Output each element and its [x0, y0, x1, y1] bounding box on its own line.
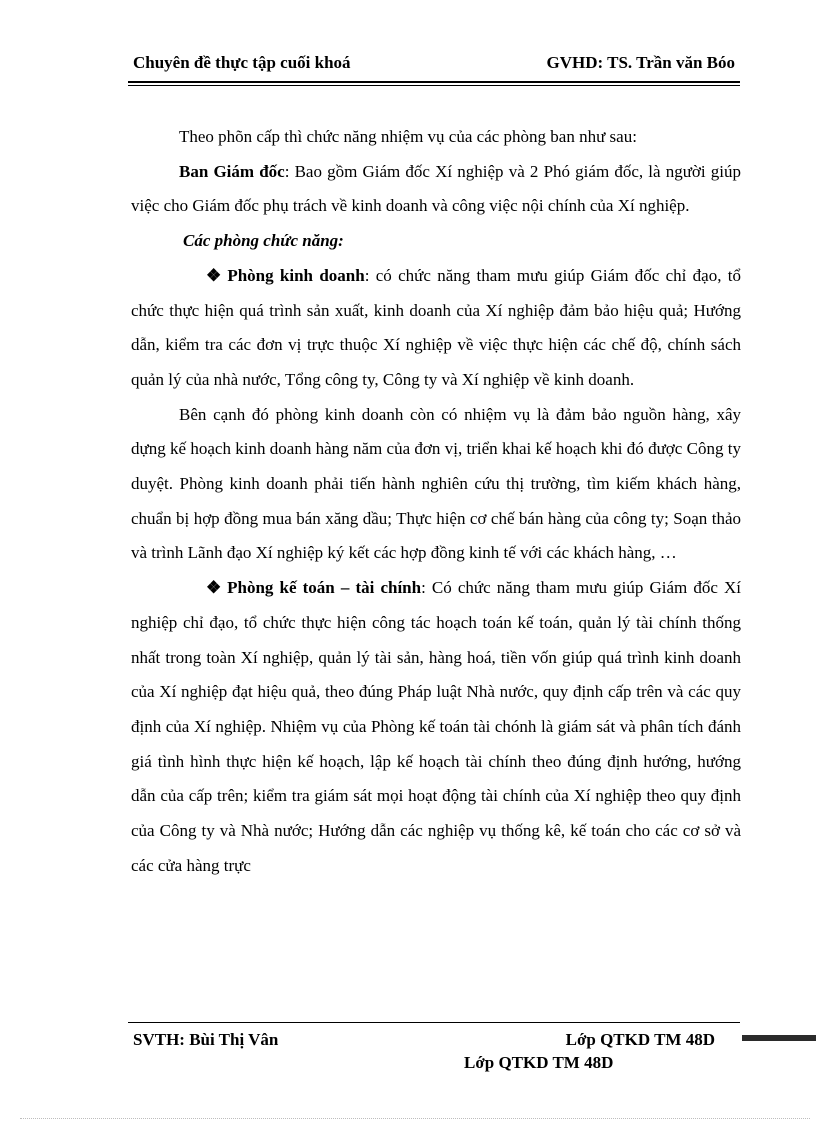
header-title: Chuyên đề thực tập cuối khoá: [133, 53, 351, 72]
business-dept-paragraph: [131, 259, 741, 398]
page-footer: [133, 1029, 715, 1051]
footer-side-bar: [742, 1035, 816, 1041]
header-advisor: GVHD: TS. Trần văn Bóo: [546, 53, 735, 72]
page-bottom-dotted-line: [20, 1118, 810, 1119]
finance-dept-text: : Có chức năng tham mưu giúp Giám đốc Xí nghiệp chỉ đạo, tổ chức thực hiện công tác hoạch toán kế toán, quản lý tài chính thống nhất trong toàn Xí nghiệp, quản lý tài sản, hàng hoá, tiền vốn giúp quá trình kinh doanh của Xí nghiệp đạt hiệu quả, theo đúng Pháp luật Nhà nước, quy định cấp trên và các quy định của Xí nghiệp. Nhiệm vụ của Phòng kế toán tài chónh là giám sát và phân tích đánh giá tình hình thực hiện kế hoạch, lập kế hoạch tài chính theo đúng định hướng, hướng dẫn của cấp trên; kiểm tra giám sát mọi hoạt động tài chính của Xí nghiệp theo quy định của Công ty và Nhà nước; Hướng dẫn các nghiệp vụ thống kê, kế toán cho các cơ sở và các cửa hàng trực: [131, 578, 741, 875]
business-dept-paragraph-2: Bên cạnh đó phòng kinh doanh còn có nhiệm vụ là đảm bảo nguồn hàng, xây dựng kế hoạch kinh doanh hàng năm của đơn vị, triển khai kế hoạch khi đó được Công ty duyệt. Phòng kinh doanh phải tiến hành nghiên cứu thị trường, tìm kiếm khách hàng, chuẩn bị hợp đồng mua bán xăng dầu; Thực hiện cơ chế bán hàng của công ty; Soạn thảo và trình Lãnh đạo Xí nghiệp ký kết các hợp đồng kinh tế với các khách hàng, …: [131, 404, 741, 563]
board-label: Ban Giám đốc: [179, 161, 285, 181]
board-paragraph: [131, 155, 741, 224]
header-rule: [128, 81, 740, 83]
board-text: : Bao gồm Giám đốc Xí nghiệp và 2 Phó giám đốc, là người giúp việc cho Giám đốc phụ trách về kinh doanh và công việc nội chính của Xí nghiệp.: [131, 161, 741, 216]
footer-student: SVTH: Bùi Thị Vân: [133, 1030, 279, 1049]
diamond-bullet-icon: ❖: [206, 578, 224, 598]
business-dept-text: : có chức năng tham mưu giúp Giám đốc chỉ đạo, tổ chức thực hiện quá trình sản xuất, kinh doanh của Xí nghiệp đảm bảo hiệu quả; Hướng dẫn, kiểm tra các đơn vị trực thuộc Xí nghiệp về việc thực hiện các chế độ, chính sách quản lý của nhà nước, Tổng công ty, Công ty và Xí nghiệp về kinh doanh.: [131, 265, 741, 389]
footer-class-repeat: Lớp QTKD TM 48D: [464, 1053, 614, 1072]
business-dept-label: Phòng kinh doanh: [227, 265, 365, 285]
section-title: Các phòng chức năng:: [183, 231, 344, 251]
document-body: [131, 120, 741, 883]
finance-dept-label: Phòng kế toán – tài chính: [227, 578, 422, 598]
page-header: [133, 52, 735, 74]
footer-rule: [128, 1022, 740, 1023]
footer-class: Lớp QTKD TM 48D: [565, 1030, 715, 1049]
finance-dept-paragraph: [131, 571, 741, 883]
diamond-bullet-icon: ❖: [206, 265, 224, 285]
intro-paragraph: Theo phõn cấp thì chức năng nhiệm vụ của các phòng ban như sau:: [179, 127, 637, 146]
header-rule-thin: [128, 85, 740, 86]
